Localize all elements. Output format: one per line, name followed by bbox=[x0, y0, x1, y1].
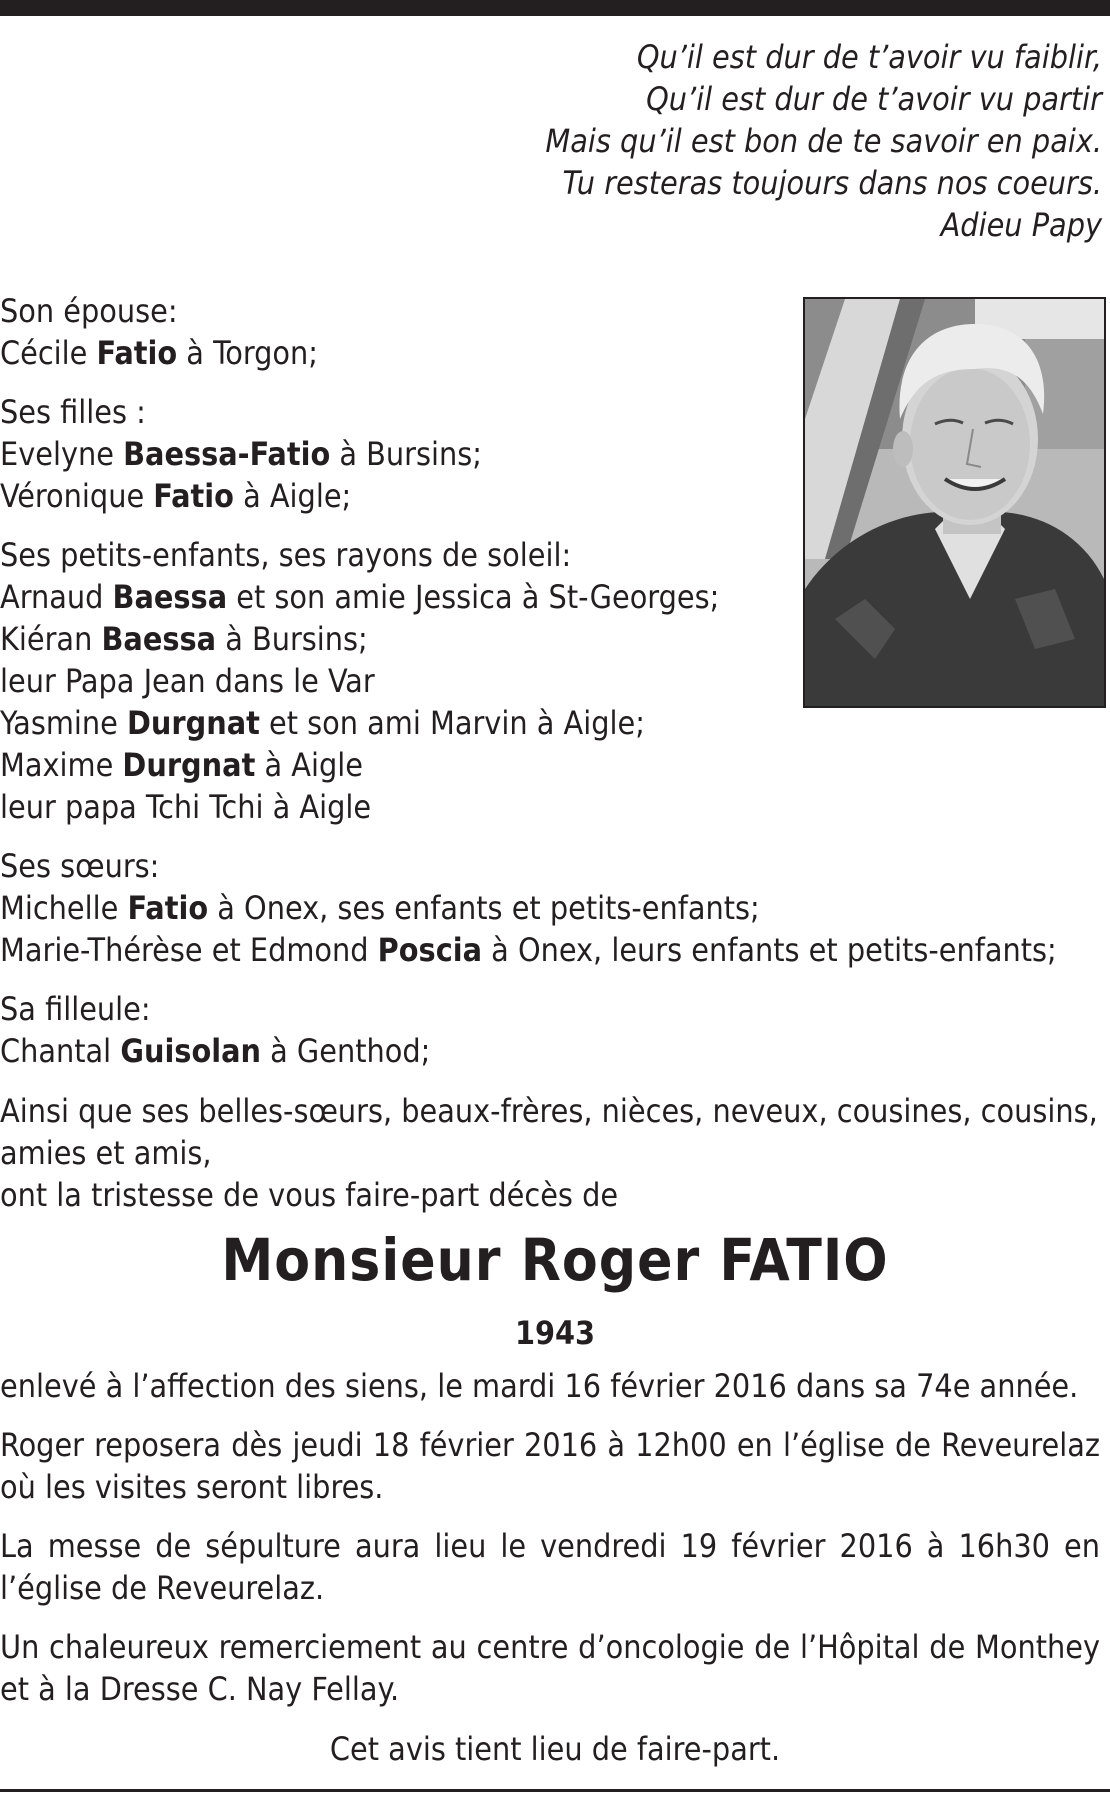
family-member: Arnaud Baessa et son amie Jessica à St-Georges; bbox=[0, 578, 720, 616]
group-heading: Sa filleule: bbox=[0, 990, 151, 1028]
group-heading: Son épouse: bbox=[0, 292, 178, 330]
family-member: Yasmine Durgnat et son ami Marvin à Aigle; bbox=[0, 704, 645, 742]
group-heading: Ses sœurs: bbox=[0, 847, 160, 885]
family-list bbox=[0, 290, 1110, 1089]
closing-line: amies et amis, bbox=[0, 1134, 212, 1172]
bottom-rule bbox=[0, 1789, 1110, 1792]
viewing-text: Roger reposera dès jeudi 18 février 2016 à 12h00 en l’église de Reveurelaz où les visites seront libres. bbox=[0, 1426, 1100, 1506]
goddaughter-group bbox=[0, 988, 1110, 1072]
family-member: Michelle Fatio à Onex, ses enfants et petits-enfants; bbox=[0, 889, 760, 927]
poem-line: Tu resteras toujours dans nos coeurs. bbox=[562, 164, 1102, 202]
closing-line: Ainsi que ses belles-sœurs, beaux-frères, nièces, neveux, cousines, cousins, bbox=[0, 1092, 1098, 1130]
family-member: leur papa Tchi Tchi à Aigle bbox=[0, 788, 372, 826]
closing-line: ont la tristesse de vous faire-part décès de bbox=[0, 1176, 619, 1214]
sisters-group bbox=[0, 845, 1110, 971]
closing-text bbox=[0, 1090, 1110, 1216]
family-member: Evelyne Baessa-Fatio à Bursins; bbox=[0, 435, 482, 473]
top-rule bbox=[0, 0, 1110, 16]
family-member: Chantal Guisolan à Genthod; bbox=[0, 1032, 431, 1070]
poem-line: Mais qu’il est bon de te savoir en paix. bbox=[545, 122, 1102, 160]
birth-year: 1943 bbox=[514, 1314, 596, 1352]
poem-line: Qu’il est dur de t’avoir vu faiblir, bbox=[636, 38, 1102, 76]
passing-text: enlevé à l’affection des siens, le mardi 16 février 2016 dans sa 74e année. bbox=[0, 1367, 1079, 1405]
mass-text: La messe de sépulture aura lieu le vendredi 19 février 2016 à 16h30 en l’église de Reveurelaz. bbox=[0, 1527, 1100, 1607]
footer-note: Cet avis tient lieu de faire-part. bbox=[329, 1730, 781, 1768]
family-member: Kiéran Baessa à Bursins; bbox=[0, 620, 368, 658]
group-heading: Ses filles : bbox=[0, 393, 146, 431]
spouse-group bbox=[0, 290, 1110, 374]
grandchildren-group bbox=[0, 534, 1110, 828]
family-member: Véronique Fatio à Aigle; bbox=[0, 477, 352, 515]
deceased-name: Monsieur Roger FATIO bbox=[221, 1226, 889, 1294]
poem-line: Qu’il est dur de t’avoir vu partir bbox=[646, 80, 1102, 118]
family-member: Marie-Thérèse et Edmond Poscia à Onex, leurs enfants et petits-enfants; bbox=[0, 931, 1057, 969]
thanks-text: Un chaleureux remerciement au centre d’oncologie de l’Hôpital de Monthey et à la Dresse C. Nay Fellay. bbox=[0, 1628, 1100, 1708]
family-member: leur Papa Jean dans le Var bbox=[0, 662, 375, 700]
poem-line: Adieu Papy bbox=[940, 206, 1102, 244]
poem bbox=[402, 36, 1102, 246]
group-heading: Ses petits-enfants, ses rayons de soleil: bbox=[0, 536, 572, 574]
daughters-group bbox=[0, 391, 1110, 517]
family-member: Cécile Fatio à Torgon; bbox=[0, 334, 318, 372]
family-member: Maxime Durgnat à Aigle bbox=[0, 746, 363, 784]
funeral-details bbox=[0, 1365, 1100, 1727]
